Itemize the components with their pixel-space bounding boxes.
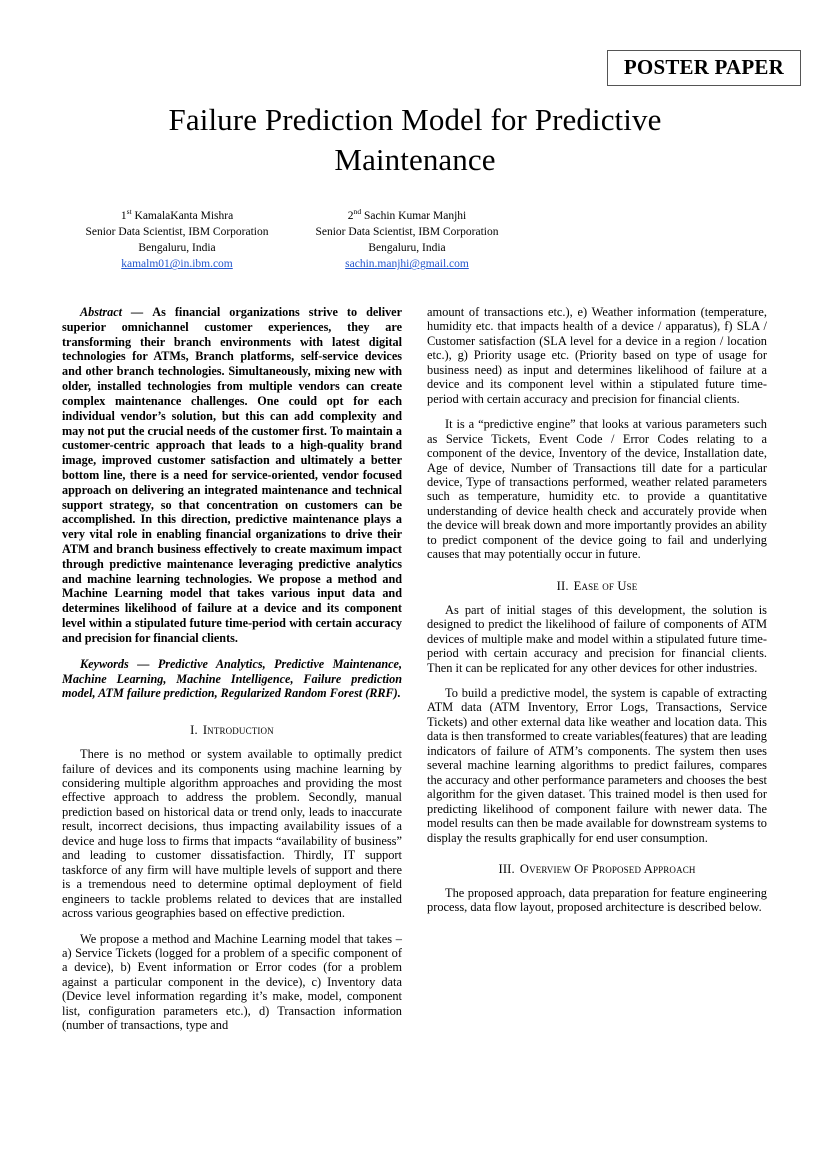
author-email-1[interactable]: kamalm01@in.ibm.com	[121, 258, 233, 271]
section-heading-overview	[427, 862, 767, 877]
keywords-text: Predictive Analytics, Predictive Maintenance, Machine Learning, Machine Intelligence, Failure prediction model, ATM failure prediction, Regularized Random Forest (RRF).	[62, 656, 402, 701]
introduction-paragraph-1: There is no method or system available to optimally predict failure of devices and its components using machine learning by considering multiple algorithm approaches and providing the most effective approach to address the problem. Secondly, manual prediction based on historical data or trend only, leads to inaccurate result, incorrect decisions, thus impacting availability issues of a device and huge loss to firms that impacts “availability of business” and leading to customer dissatisfaction. Thirdly, IT support taskforce of any firm will have multiple levels of support and there is a tremendous need to determine optimal deployment of field engineers to tackle problems related to devices that are installed across various geographies based on effective prediction.	[62, 747, 402, 921]
section-title-ease-of-use: Ease of Use	[573, 578, 638, 593]
keywords-label: Keywords —	[80, 656, 158, 671]
ease-of-use-paragraph-2: To build a predictive model, the system is capable of extracting ATM data (ATM Inventory, Error Logs, Transactions, Service Tickets) and other external data like weather and location data. This data is then transformed to create variables(features) that are leading indicators of failure of ATM’s components. The system then uses several machine learning algorithms to predict failures, compares the accuracy and other performance parameters and chooses the best algorithm for the given dataset. This trained model is then used for predicting likelihood of component failure with newer data. The model results can then be made available for downstream systems to display the results graphically for end user consumption.	[427, 685, 767, 845]
right-column	[427, 305, 767, 1044]
section-heading-ease-of-use	[427, 579, 767, 594]
keywords-paragraph	[62, 657, 402, 701]
section-title-overview: Overview Of Proposed Approach	[519, 861, 696, 876]
introduction-continued-paragraph: amount of transactions etc.), e) Weather information (temperature, humidity etc. that impacts health of a device / apparatus), f) SLA / Customer satisfaction (SLA level for a device in a region / location etc.), g) Priority usage etc. (Priority based on type of usage for business need) as input and determines likelihood of failure at a device and its component level within a stipulated future time-period with certain accuracy and precision for financial clients.	[427, 305, 767, 406]
poster-paper-badge: POSTER PAPER	[607, 50, 801, 86]
author-location-1: Bengaluru, India	[138, 242, 216, 255]
author-entry-1	[62, 208, 292, 272]
author-location-2: Bengaluru, India	[368, 242, 446, 255]
section-heading-introduction	[62, 723, 402, 738]
author-email-2[interactable]: sachin.manjhi@gmail.com	[345, 258, 469, 271]
author-entry-2	[292, 208, 522, 272]
author-affiliation-1: Senior Data Scientist, IBM Corporation	[85, 226, 269, 239]
author-name-1: 1st KamalaKanta Mishra	[120, 207, 234, 222]
ease-of-use-paragraph-1: As part of initial stages of this development, the solution is designed to predict the likelihood of failure of components of ATM devices of multiple make and model within a stipulated future time-period with certain accuracy and precision for financial clients. Then it can be replicated for any other devices for other industries.	[427, 602, 767, 675]
predictive-engine-paragraph: It is a “predictive engine” that looks at various parameters such as Service Tickets, Event Code / Error Codes relating to a component of the device, Inventory of the device, Installation date, Age of device, Number of Transactions till date for a particular device, Type of transactions performed, weather related parameters such as temperature, humidity etc. to provide a quantitative understanding of device health check and accurately provide when the device will break down and more importantly provides an ability to predict component of the device going to fail and underlying causes that may potentially occur in future.	[427, 417, 767, 562]
overview-paragraph-1: The proposed approach, data preparation for feature engineering process, data flow layout, proposed architecture is described below.	[427, 885, 767, 915]
left-column	[62, 305, 402, 1044]
abstract-text: As financial organizations strive to deliver superior omnichannel customer experiences, they are transforming their branch environments with latest digital technologies for ATMs, Branch platforms, self-service devices and other branch technologies. Simultaneously, mixing new with older, installed technologies from multiple vendors can create complex maintenance challenges. One could opt for each individual vendor’s solution, but this can add complexity and may not put the crucial needs of the customer first. To maintain a customer-centric approach that leads to a high-quality brand image, improved customer satisfaction and ultimately a better bottom line, there is a need for service-oriented, vendor focused approach on delivering an integrated maintenance and technical support strategy, so that concentration on customers can be accomplished. In this direction, predictive maintenance plays a very vital role in enabling financial organizations to drive their ATM and branch business effectively to create maximum impact through predictive maintenance leveraging predictive analytics and machine learning technologies. We propose a method and Machine Learning model that takes various input data and determines likelihood of failure at a device and its component level within a stipulated future time-period with certain accuracy and precision for financial clients.	[62, 305, 402, 645]
abstract-paragraph	[62, 305, 402, 646]
body-columns	[62, 305, 767, 1044]
author-block	[62, 208, 522, 272]
author-name-2: 2nd Sachin Kumar Manjhi	[347, 207, 467, 222]
section-number-overview: III.	[498, 861, 515, 876]
page-title: Failure Prediction Model for Predictive Maintenance	[168, 102, 662, 177]
abstract-label: Abstract —	[80, 305, 153, 319]
section-number-introduction: I.	[190, 723, 198, 738]
author-affiliation-2: Senior Data Scientist, IBM Corporation	[315, 226, 499, 239]
poster-paper-badge-wrapper	[607, 50, 801, 86]
section-title-introduction: Introduction	[202, 723, 274, 738]
introduction-paragraph-2: We propose a method and Machine Learning model that takes – a) Service Tickets (logged for a problem of a specific component of a device), b) Event information or Error codes (for a problem against a particular component in the device), c) Inventory data (Device level information regarding it’s make, model, component list, configuration parameters etc.), d) Transaction information (number of transactions, type and	[62, 931, 402, 1033]
section-number-ease-of-use: II.	[556, 578, 569, 593]
